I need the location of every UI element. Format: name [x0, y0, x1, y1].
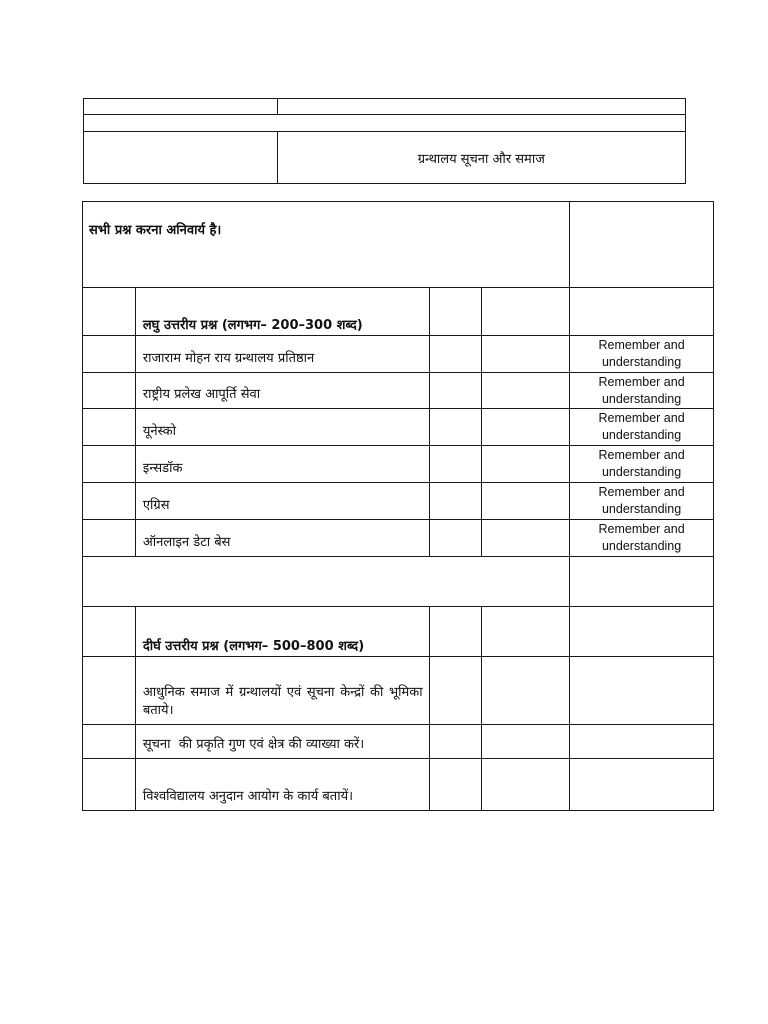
- table-cell: [429, 409, 482, 446]
- question-row: [83, 483, 714, 520]
- question-row: [83, 759, 714, 811]
- bloom-level: [570, 759, 714, 811]
- bloom-level: Remember and understanding: [570, 373, 714, 409]
- table-cell: [482, 336, 570, 373]
- question-text: ऑनलाइन डेटा बेस: [135, 520, 429, 557]
- bloom-level: Remember and understanding: [570, 336, 714, 373]
- table-cell: [429, 373, 482, 409]
- table-cell: [83, 557, 570, 607]
- question-text: राजाराम मोहन राय ग्रन्थालय प्रतिष्ठान: [135, 336, 429, 373]
- question-row: [83, 336, 714, 373]
- table-cell: [482, 520, 570, 557]
- table-cell: [429, 483, 482, 520]
- table-cell: [482, 288, 570, 336]
- question-row: [83, 446, 714, 483]
- spacer-row: [83, 557, 714, 607]
- question-text: राष्ट्रीय प्रलेख आपूर्ति सेवा: [135, 373, 429, 409]
- section-header-row: [83, 607, 714, 657]
- question-row: [83, 409, 714, 446]
- table-cell: [429, 336, 482, 373]
- question-text: सूचना की प्रकृति गुण एवं क्षेत्र की व्याख्या करें।: [135, 725, 429, 759]
- bloom-level: [570, 657, 714, 725]
- header-row: [84, 132, 686, 184]
- header-row: [84, 115, 686, 132]
- table-cell: [83, 288, 136, 336]
- question-row: [83, 520, 714, 557]
- table-cell: [83, 607, 136, 657]
- table-cell: [482, 446, 570, 483]
- table-cell: [83, 483, 136, 520]
- table-cell: [83, 409, 136, 446]
- section-title: लघु उत्तरीय प्रश्न (लगभग– 200–300 शब्द): [135, 288, 429, 336]
- header-cell: [277, 99, 685, 115]
- question-row: [83, 373, 714, 409]
- table-cell: [83, 759, 136, 811]
- bloom-level: Remember and understanding: [570, 409, 714, 446]
- table-cell: [83, 520, 136, 557]
- question-table: [82, 201, 714, 811]
- section-header-row: [83, 288, 714, 336]
- table-cell: [429, 520, 482, 557]
- header-table: [83, 98, 686, 184]
- table-cell: [83, 446, 136, 483]
- bloom-level: Remember and understanding: [570, 483, 714, 520]
- bloom-level: Remember and understanding: [570, 446, 714, 483]
- table-cell: [429, 759, 482, 811]
- table-cell: [482, 657, 570, 725]
- header-cell: [84, 115, 686, 132]
- table-cell: [429, 657, 482, 725]
- table-cell: [429, 288, 482, 336]
- table-cell: [83, 725, 136, 759]
- subject-title: ग्रन्थालय सूचना और समाज: [277, 132, 685, 184]
- table-cell: [429, 607, 482, 657]
- header-cell: [84, 132, 278, 184]
- bloom-level: Remember and understanding: [570, 520, 714, 557]
- table-cell: [83, 373, 136, 409]
- question-row: [83, 725, 714, 759]
- question-text: यूनेस्को: [135, 409, 429, 446]
- section-title: दीर्घ उत्तरीय प्रश्न (लगभग– 500–800 शब्द): [135, 607, 429, 657]
- table-cell: [429, 725, 482, 759]
- table-cell: [570, 288, 714, 336]
- table-cell: [482, 373, 570, 409]
- table-cell: [482, 607, 570, 657]
- table-cell: [482, 759, 570, 811]
- instructions-row: [83, 202, 714, 288]
- question-text: इन्सडॉक: [135, 446, 429, 483]
- question-text: आधुनिक समाज में ग्रन्थालयों एवं सूचना केन्द्रों की भूमिका बताये।: [135, 657, 429, 725]
- table-cell: [482, 483, 570, 520]
- header-cell: [84, 99, 278, 115]
- table-cell: [570, 202, 714, 288]
- table-cell: [482, 409, 570, 446]
- question-text: विश्वविद्यालय अनुदान आयोग के कार्य बतायें।: [135, 759, 429, 811]
- instructions-text: सभी प्रश्न करना अनिवार्य है।: [83, 202, 570, 288]
- table-cell: [83, 657, 136, 725]
- table-cell: [482, 725, 570, 759]
- question-row: [83, 657, 714, 725]
- table-cell: [83, 336, 136, 373]
- bloom-level: [570, 725, 714, 759]
- question-text: एग्रिस: [135, 483, 429, 520]
- header-row: [84, 99, 686, 115]
- table-cell: [570, 557, 714, 607]
- table-cell: [429, 446, 482, 483]
- table-cell: [570, 607, 714, 657]
